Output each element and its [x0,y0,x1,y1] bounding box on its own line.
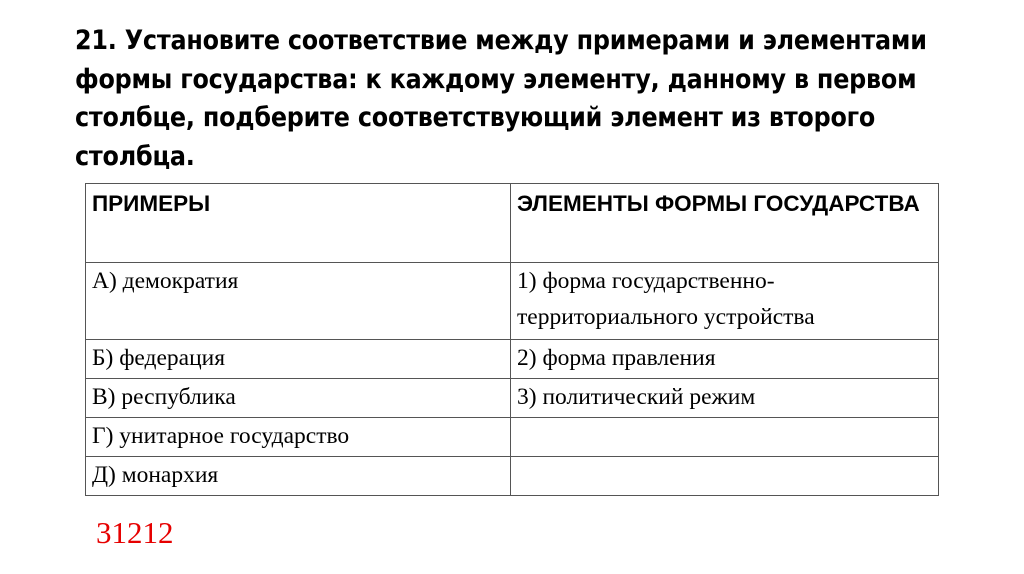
table-header-row [86,184,939,263]
table-row [86,457,939,496]
header-elements: ЭЛЕМЕНТЫ ФОРМЫ ГОСУДАРСТВА [511,184,939,263]
table-row [86,340,939,379]
table-row [86,379,939,418]
example-cell: Д) монархия [86,457,511,496]
answer-code: 31212 [96,515,174,550]
table-row [86,418,939,457]
element-cell: 1) форма государственно-территориального устройства [511,263,939,340]
header-examples: ПРИМЕРЫ [86,184,511,263]
element-cell [511,457,939,496]
table-row [86,263,939,340]
matching-table [85,183,939,496]
example-cell: В) республика [86,379,511,418]
element-cell [511,418,939,457]
question-text: 21. Установите соответствие между примерами и элементами формы государства: к каждому элементу, данному в первом столбце, подберите соответствующий элемент из второго столбца. [75,25,927,172]
example-cell: Б) федерация [86,340,511,379]
example-cell: А) демократия [86,263,511,340]
element-cell: 3) политический режим [511,379,939,418]
example-cell: Г) унитарное государство [86,418,511,457]
element-cell: 2) форма правления [511,340,939,379]
